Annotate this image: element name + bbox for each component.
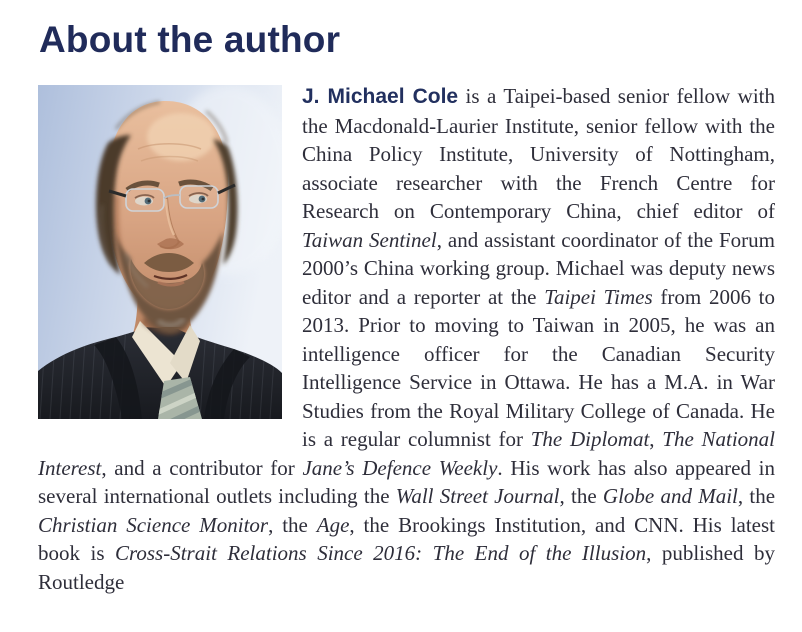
- bio-text: , the: [559, 484, 603, 508]
- author-portrait-image: [38, 85, 282, 419]
- publication-title: Cross-Strait Relations Since 2016: The End of the Illusion: [114, 541, 647, 565]
- bio-text: , the Brookings Institution, and CNN. His latest book is: [38, 512, 776, 565]
- publication-title: Jane’s Defence Weekly: [302, 455, 498, 480]
- bio-text: , published by Routledge: [38, 541, 775, 594]
- bio-text: , and assistant coordinator of the Forum 2000’s China working group. Michael was deputy news editor and a reporter at the: [302, 227, 775, 309]
- author-photo: [38, 85, 282, 419]
- bio-text: , and a contributor for: [101, 455, 303, 480]
- bio-text: , the: [268, 512, 317, 537]
- bio-text: from 2006 to 2013. Prior to moving to Taiwan in 2005, he was an intelligence officer for the Canadian Security Intelligence Service in Ottawa. He has a M.A. in War Studies from the Royal Military College of Canada. He is a regular columnist for: [302, 284, 775, 451]
- bio-text: , the: [737, 484, 776, 508]
- bio-text: ,: [649, 427, 663, 451]
- publication-title: Christian Science Monitor: [38, 512, 269, 537]
- publication-title: Globe and Mail: [602, 484, 738, 508]
- publication-title: Age: [316, 512, 350, 537]
- publication-title: Taiwan Sentinel: [302, 227, 437, 252]
- page-title: About the author: [39, 19, 341, 60]
- author-name: J. Michael Cole: [302, 85, 459, 108]
- bio-text: . His work has also appeared in several international outlets including the: [38, 455, 775, 508]
- publication-title: The Diplomat: [530, 427, 650, 451]
- publication-title: Wall Street Journal: [395, 484, 560, 508]
- publication-title: The National Interest: [38, 427, 776, 480]
- bio-text: is a Taipei-based senior fellow with the Macdonald-Laurier Institute, senior fellow with the China Policy Institute, University of Nottingham, associate researcher with the French Centre for Research on Contemporary China, chief editor of: [302, 84, 776, 223]
- publication-title: Taipei Times: [544, 284, 653, 309]
